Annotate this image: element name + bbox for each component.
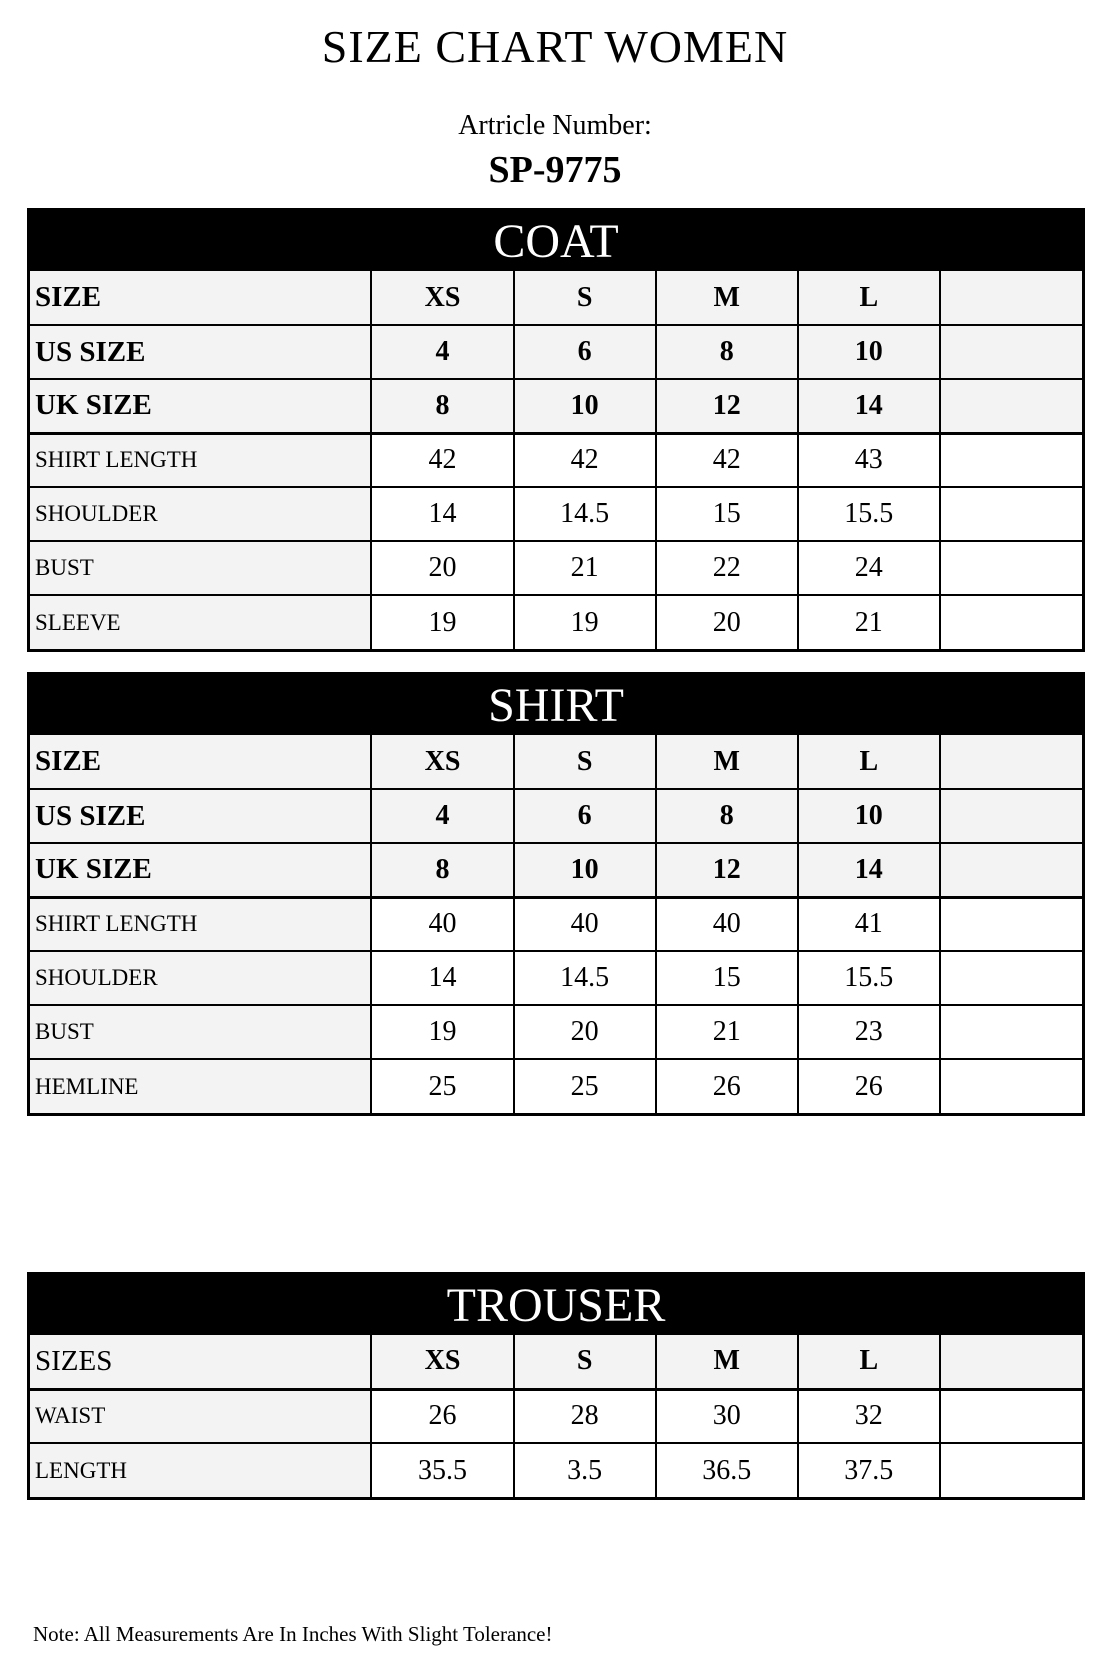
table-row bbox=[30, 595, 1082, 649]
measurement-cell: 28 bbox=[514, 1389, 656, 1443]
row-label: UK SIZE bbox=[30, 843, 371, 897]
size-cell: 4 bbox=[371, 789, 513, 843]
measurement-cell bbox=[940, 1059, 1082, 1113]
coat-table bbox=[30, 271, 1082, 649]
table-row bbox=[30, 1059, 1082, 1113]
size-cell: S bbox=[514, 1335, 656, 1389]
measurement-label: SHIRT LENGTH bbox=[30, 433, 371, 487]
table-row bbox=[30, 271, 1082, 325]
size-cell: 10 bbox=[798, 325, 940, 379]
measurement-cell: 32 bbox=[798, 1389, 940, 1443]
size-cell bbox=[940, 1335, 1082, 1389]
size-cell: 14 bbox=[798, 379, 940, 433]
measurement-label: LENGTH bbox=[30, 1443, 371, 1497]
measurement-label: BUST bbox=[30, 1005, 371, 1059]
measurement-cell: 35.5 bbox=[371, 1443, 513, 1497]
measurement-cell bbox=[940, 1389, 1082, 1443]
measurement-cell: 21 bbox=[656, 1005, 798, 1059]
size-cell: 6 bbox=[514, 789, 656, 843]
size-cell: M bbox=[656, 1335, 798, 1389]
measurement-cell bbox=[940, 897, 1082, 951]
size-cell bbox=[940, 379, 1082, 433]
measurement-cell: 30 bbox=[656, 1389, 798, 1443]
size-cell: 14 bbox=[798, 843, 940, 897]
measurement-cell: 15.5 bbox=[798, 487, 940, 541]
row-label: SIZE bbox=[30, 735, 371, 789]
measurement-cell: 20 bbox=[656, 595, 798, 649]
measurement-cell bbox=[940, 487, 1082, 541]
table-row bbox=[30, 1335, 1082, 1389]
size-cell: 8 bbox=[656, 789, 798, 843]
measurement-cell: 19 bbox=[371, 1005, 513, 1059]
measurement-cell bbox=[940, 595, 1082, 649]
table-row bbox=[30, 487, 1082, 541]
measurement-cell: 15.5 bbox=[798, 951, 940, 1005]
table-row bbox=[30, 735, 1082, 789]
measurement-label: SLEEVE bbox=[30, 595, 371, 649]
table-row bbox=[30, 1443, 1082, 1497]
size-cell: 12 bbox=[656, 379, 798, 433]
size-cell bbox=[940, 325, 1082, 379]
measurement-cell bbox=[940, 433, 1082, 487]
measurement-cell: 42 bbox=[371, 433, 513, 487]
size-cell: L bbox=[798, 271, 940, 325]
table-row bbox=[30, 325, 1082, 379]
page-title: SIZE CHART WOMEN bbox=[321, 21, 789, 72]
measurement-cell: 23 bbox=[798, 1005, 940, 1059]
measurement-label: SHOULDER bbox=[30, 487, 371, 541]
table-row bbox=[30, 541, 1082, 595]
row-label: SIZES bbox=[30, 1335, 371, 1389]
measurement-label: WAIST bbox=[30, 1389, 371, 1443]
measurement-cell: 41 bbox=[798, 897, 940, 951]
measurement-cell: 42 bbox=[656, 433, 798, 487]
measurement-cell: 3.5 bbox=[514, 1443, 656, 1497]
size-cell: 4 bbox=[371, 325, 513, 379]
table-row bbox=[30, 789, 1082, 843]
measurement-cell: 24 bbox=[798, 541, 940, 595]
measurement-cell bbox=[940, 1443, 1082, 1497]
size-cell: 6 bbox=[514, 325, 656, 379]
size-cell bbox=[940, 843, 1082, 897]
measurement-cell: 19 bbox=[371, 595, 513, 649]
row-label: UK SIZE bbox=[30, 379, 371, 433]
size-cell: S bbox=[514, 271, 656, 325]
size-cell: 8 bbox=[656, 325, 798, 379]
article-number-label: Artricle Number: bbox=[458, 110, 652, 141]
measurement-cell: 14 bbox=[371, 951, 513, 1005]
coat-size-table bbox=[27, 208, 1085, 652]
size-cell: 10 bbox=[514, 843, 656, 897]
table-row bbox=[30, 1389, 1082, 1443]
size-cell bbox=[940, 735, 1082, 789]
measurement-label: HEMLINE bbox=[30, 1059, 371, 1113]
measurement-cell bbox=[940, 951, 1082, 1005]
row-label: SIZE bbox=[30, 271, 371, 325]
size-cell: M bbox=[656, 735, 798, 789]
coat-header: COAT bbox=[30, 211, 1082, 271]
measurement-cell: 22 bbox=[656, 541, 798, 595]
trouser-size-table bbox=[27, 1272, 1085, 1500]
size-cell: XS bbox=[371, 735, 513, 789]
measurement-cell bbox=[940, 541, 1082, 595]
measurement-cell: 15 bbox=[656, 487, 798, 541]
size-cell: 12 bbox=[656, 843, 798, 897]
table-row bbox=[30, 379, 1082, 433]
measurement-cell: 25 bbox=[371, 1059, 513, 1113]
measurement-cell: 19 bbox=[514, 595, 656, 649]
measurement-cell: 36.5 bbox=[656, 1443, 798, 1497]
measurement-cell: 40 bbox=[514, 897, 656, 951]
size-cell: 10 bbox=[798, 789, 940, 843]
measurement-cell: 37.5 bbox=[798, 1443, 940, 1497]
size-cell bbox=[940, 789, 1082, 843]
size-cell: 8 bbox=[371, 379, 513, 433]
measurement-cell: 42 bbox=[514, 433, 656, 487]
trouser-header: TROUSER bbox=[30, 1275, 1082, 1335]
measurement-cell bbox=[940, 1005, 1082, 1059]
table-row bbox=[30, 433, 1082, 487]
measurement-cell: 26 bbox=[798, 1059, 940, 1113]
measurement-cell: 43 bbox=[798, 433, 940, 487]
size-cell: L bbox=[798, 1335, 940, 1389]
row-label: US SIZE bbox=[30, 789, 371, 843]
measurement-label: SHIRT LENGTH bbox=[30, 897, 371, 951]
row-label: US SIZE bbox=[30, 325, 371, 379]
shirt-size-table bbox=[27, 672, 1085, 1116]
measurement-cell: 21 bbox=[798, 595, 940, 649]
size-cell: 8 bbox=[371, 843, 513, 897]
measurement-cell: 14.5 bbox=[514, 487, 656, 541]
size-cell: 10 bbox=[514, 379, 656, 433]
measurement-note: Note: All Measurements Are In Inches With Slight Tolerance! bbox=[33, 1622, 553, 1646]
measurement-cell: 26 bbox=[656, 1059, 798, 1113]
measurement-label: BUST bbox=[30, 541, 371, 595]
size-cell: M bbox=[656, 271, 798, 325]
article-number-value: SP-9775 bbox=[488, 149, 622, 191]
table-row bbox=[30, 951, 1082, 1005]
measurement-label: SHOULDER bbox=[30, 951, 371, 1005]
measurement-cell: 14 bbox=[371, 487, 513, 541]
measurement-cell: 40 bbox=[371, 897, 513, 951]
size-cell: L bbox=[798, 735, 940, 789]
shirt-header: SHIRT bbox=[30, 675, 1082, 735]
table-row bbox=[30, 897, 1082, 951]
measurement-cell: 25 bbox=[514, 1059, 656, 1113]
trouser-table bbox=[30, 1335, 1082, 1497]
measurement-cell: 20 bbox=[514, 1005, 656, 1059]
size-cell: XS bbox=[371, 1335, 513, 1389]
table-row bbox=[30, 843, 1082, 897]
table-row bbox=[30, 1005, 1082, 1059]
size-cell: S bbox=[514, 735, 656, 789]
measurement-cell: 40 bbox=[656, 897, 798, 951]
shirt-table bbox=[30, 735, 1082, 1113]
measurement-cell: 20 bbox=[371, 541, 513, 595]
measurement-cell: 21 bbox=[514, 541, 656, 595]
size-cell bbox=[940, 271, 1082, 325]
size-cell: XS bbox=[371, 271, 513, 325]
measurement-cell: 15 bbox=[656, 951, 798, 1005]
measurement-cell: 14.5 bbox=[514, 951, 656, 1005]
measurement-cell: 26 bbox=[371, 1389, 513, 1443]
